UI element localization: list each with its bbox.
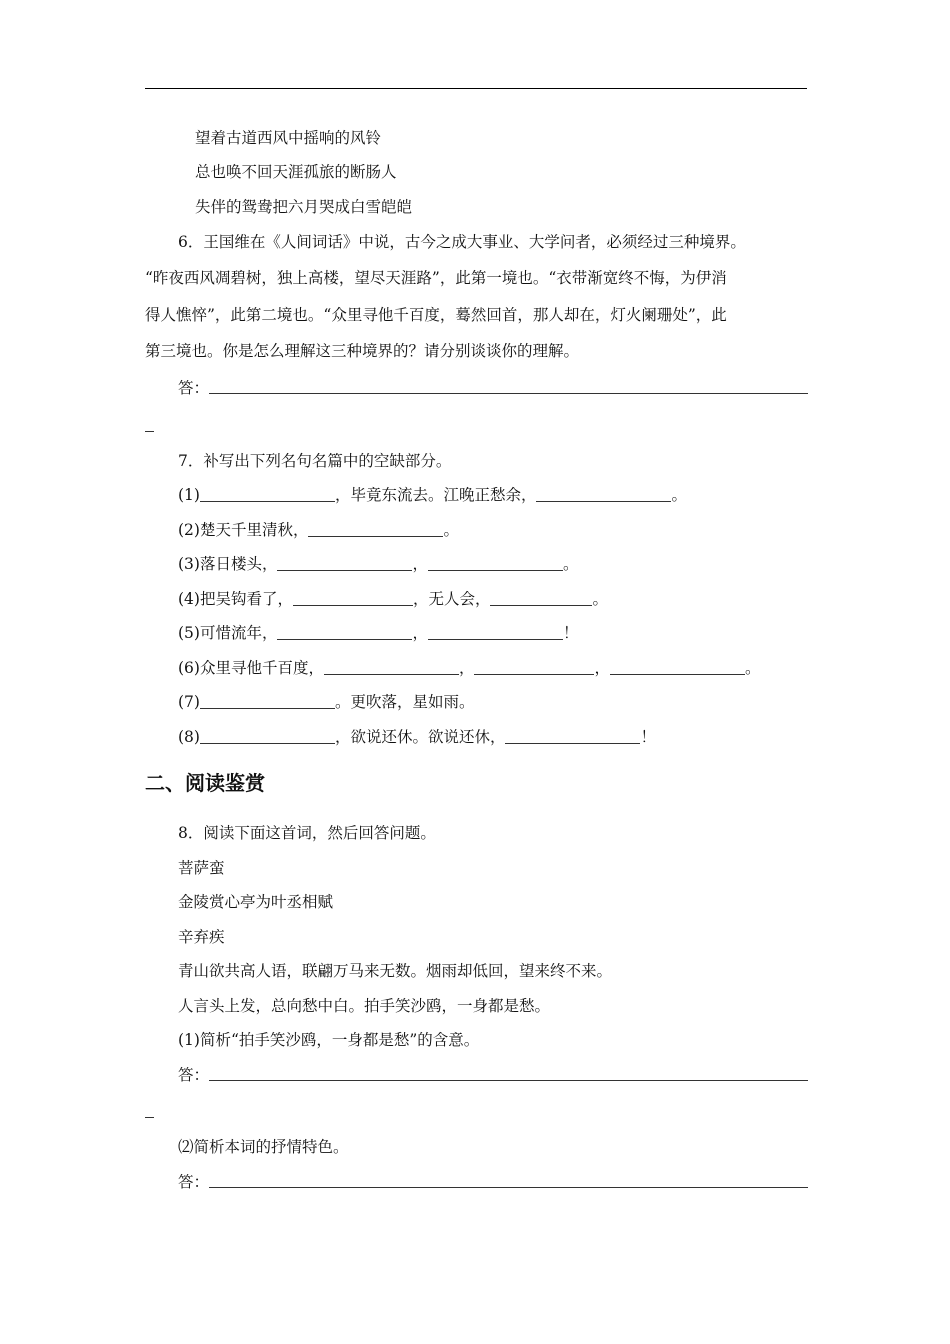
item-label: (1) — [178, 486, 200, 504]
blank-field[interactable] — [277, 556, 412, 571]
q7-title: 7．补写出下列名句名篇中的空缺部分。 — [178, 452, 452, 470]
q8-intro: 8．阅读下面这首词，然后回答问题。 — [178, 824, 436, 842]
item-text: ， — [458, 659, 475, 677]
answer-continuation-mark — [145, 431, 154, 432]
blank-field[interactable] — [610, 660, 745, 675]
blank-field[interactable] — [200, 729, 335, 744]
q7-item-2 — [178, 520, 858, 540]
item-label: (3)落日楼头， — [178, 555, 278, 573]
q8-poem-author: 辛弃疾 — [178, 928, 225, 946]
blank-field[interactable] — [200, 487, 335, 502]
answer-line[interactable] — [209, 379, 808, 394]
q7-item-5 — [178, 623, 858, 643]
q6-line-1: 6．王国维在《人间词话》中说，古今之成大事业、大学问者，必须经过三种境界。 — [178, 233, 746, 251]
item-label: (5)可惜流年， — [178, 624, 278, 642]
answer-continuation-mark — [145, 1117, 154, 1118]
blank-field[interactable] — [490, 591, 592, 606]
answer-label: 答： — [178, 1066, 210, 1084]
item-text: ， — [412, 624, 428, 642]
poem-line-1: 望着古道西风中摇响的风铃 — [195, 129, 382, 147]
blank-field[interactable] — [277, 625, 412, 640]
answer-line[interactable] — [209, 1173, 808, 1188]
item-text: 。 — [671, 486, 687, 504]
item-text: 。更吹落，星如雨。 — [334, 693, 475, 711]
item-text: 。 — [562, 555, 579, 573]
section-heading: 二、阅读鉴赏 — [145, 771, 265, 795]
item-text: ！ — [562, 624, 579, 642]
q8-verse-1: 青山欲共高人语，联翩万马来无数。烟雨却低回，望来终不来。 — [178, 962, 613, 980]
header-rule — [145, 88, 807, 89]
answer-label: 答： — [178, 1173, 210, 1191]
item-label: (7) — [178, 693, 200, 711]
blank-field[interactable] — [474, 660, 594, 675]
q7-item-8 — [178, 727, 858, 747]
blank-field[interactable] — [200, 694, 335, 709]
poem-line-3: 失伴的鸳鸯把六月哭成白雪皑皑 — [195, 198, 413, 216]
q6-line-3: 得人憔悴”，此第二境也。“众里寻他千百度，蓦然回首，那人却在，灯火阑珊处”，此 — [145, 306, 727, 324]
item-label: (8) — [178, 728, 200, 746]
item-text: ，毕竟东流去。江晚正愁余， — [334, 486, 537, 504]
q8-poem-subtitle: 金陵赏心亭为叶丞相赋 — [178, 893, 334, 911]
q8-answer-field-2[interactable] — [178, 1172, 808, 1192]
item-text: ！ — [640, 728, 656, 746]
item-text: 。 — [745, 659, 761, 677]
answer-line[interactable] — [209, 1066, 808, 1081]
blank-field[interactable] — [293, 591, 413, 606]
blank-field[interactable] — [536, 487, 671, 502]
q8-sub-question-1: (1)简析“拍手笑沙鸥，一身都是愁”的含意。 — [178, 1031, 480, 1049]
blank-field[interactable] — [428, 556, 563, 571]
q7-item-3 — [178, 554, 858, 574]
item-text: ，欲说还休。欲说还休， — [334, 728, 506, 746]
item-text: ， — [594, 659, 610, 677]
q6-answer-field[interactable] — [178, 378, 808, 398]
q6-line-2: “昨夜西风凋碧树，独上高楼，望尽天涯路”，此第一境也。“衣带渐宽终不悔，为伊消 — [145, 269, 727, 287]
blank-field[interactable] — [324, 660, 459, 675]
item-text: 。 — [592, 590, 608, 608]
blank-field[interactable] — [428, 625, 563, 640]
item-label: (2)楚天千里清秋， — [178, 521, 309, 539]
q7-item-6 — [178, 658, 858, 678]
q8-sub-question-2: ⑵简析本词的抒情特色。 — [178, 1138, 349, 1156]
item-text: ，无人会， — [412, 590, 491, 608]
blank-field[interactable] — [505, 729, 640, 744]
q8-answer-field-1[interactable] — [178, 1065, 808, 1085]
item-text: 。 — [443, 521, 459, 539]
blank-field[interactable] — [308, 522, 443, 537]
item-label: (6)众里寻他千百度， — [178, 659, 324, 677]
item-label: (4)把吴钩看了， — [178, 590, 293, 608]
item-text: ， — [412, 555, 428, 573]
q8-verse-2: 人言头上发，总向愁中白。拍手笑沙鸥，一身都是愁。 — [178, 997, 551, 1015]
poem-line-2: 总也唤不回天涯孤旅的断肠人 — [195, 163, 397, 181]
answer-label: 答： — [178, 379, 210, 397]
q7-item-4 — [178, 589, 858, 609]
q6-line-4: 第三境也。你是怎么理解这三种境界的？请分别谈谈你的理解。 — [145, 342, 580, 360]
q7-item-1 — [178, 485, 858, 505]
q8-poem-title: 菩萨蛮 — [178, 859, 225, 877]
q7-item-7 — [178, 692, 858, 712]
